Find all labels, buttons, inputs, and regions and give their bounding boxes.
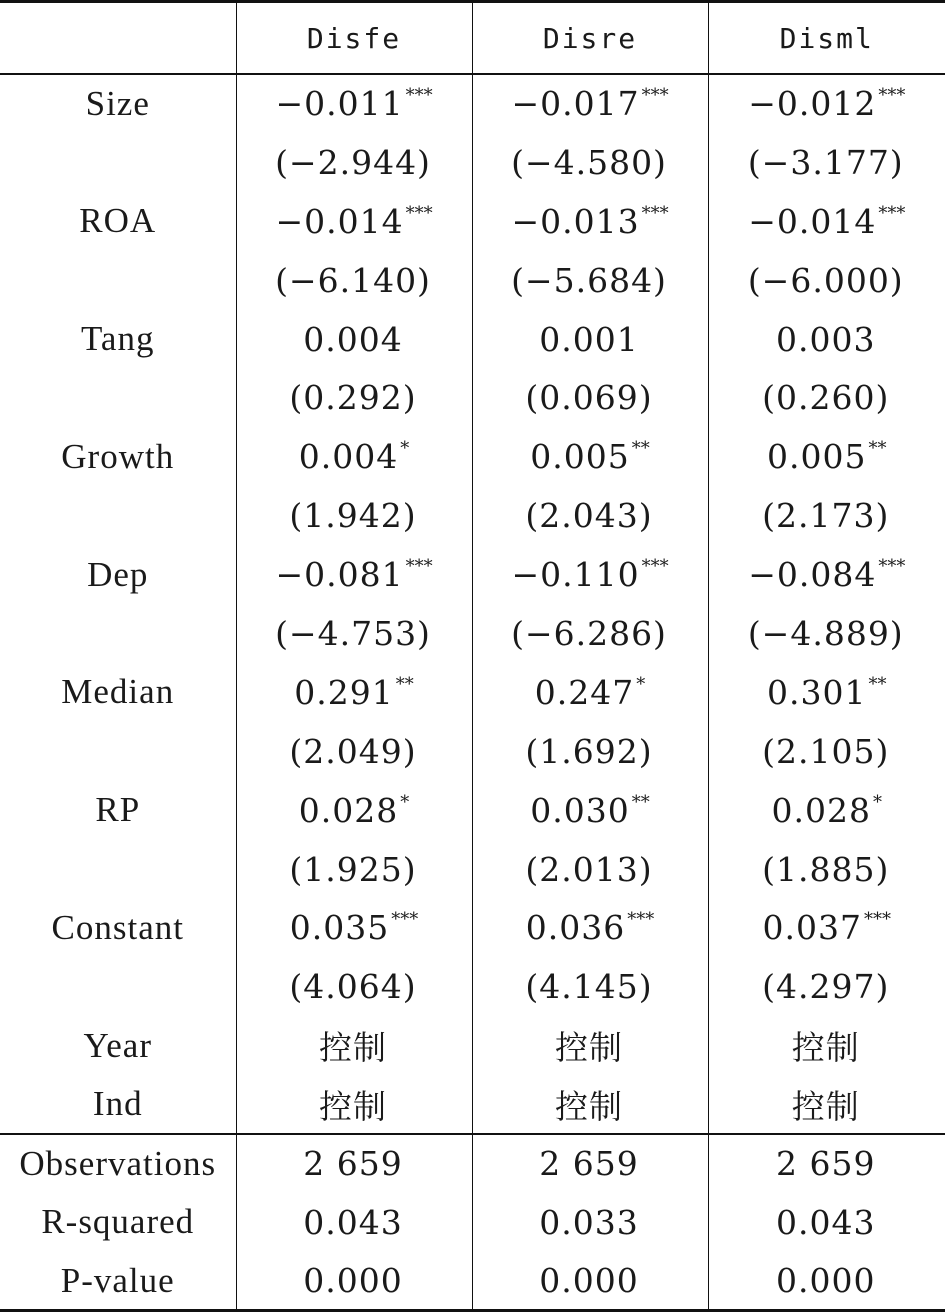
row-label	[0, 368, 236, 427]
cell-value: (−3.177)	[747, 142, 904, 182]
table-row	[0, 368, 945, 427]
cell-value: 控制	[791, 1086, 860, 1126]
value-cell	[236, 368, 472, 427]
cell-value: −0.012	[748, 84, 877, 124]
row-label	[0, 486, 236, 545]
value-cell	[236, 1252, 472, 1311]
significance-stars: ***	[641, 202, 669, 224]
cell-value: 控制	[319, 1086, 387, 1126]
cell-value: (2.049)	[289, 731, 417, 771]
table-row	[0, 1134, 945, 1193]
cell-value: 0.028	[771, 790, 871, 830]
value-cell	[236, 1134, 472, 1193]
value-cell	[472, 1134, 708, 1193]
table-row	[0, 957, 945, 1016]
value-cell	[236, 957, 472, 1016]
value-cell	[708, 368, 945, 427]
significance-stars: **	[868, 438, 887, 460]
value-cell	[236, 722, 472, 781]
header-row	[0, 2, 945, 75]
value-cell	[472, 604, 708, 663]
value-cell	[472, 1075, 708, 1134]
value-cell	[236, 74, 472, 133]
significance-stars: ***	[405, 85, 433, 107]
value-cell	[236, 545, 472, 604]
cell-value: (4.145)	[525, 967, 653, 1007]
table-row	[0, 898, 945, 957]
cell-value: −0.081	[275, 555, 404, 595]
cell-value: 0.036	[525, 908, 626, 948]
cell-value: −0.110	[511, 555, 640, 595]
table-row	[0, 1075, 945, 1134]
value-cell	[236, 310, 472, 369]
cell-value: 0.033	[539, 1202, 639, 1242]
value-cell	[472, 840, 708, 899]
cell-value: −0.013	[511, 201, 640, 241]
significance-stars: ***	[641, 556, 669, 578]
cell-value: 0.003	[776, 319, 876, 359]
significance-stars: *	[636, 673, 646, 695]
table-row	[0, 840, 945, 899]
cell-value: 控制	[319, 1028, 387, 1068]
cell-value: −0.014	[748, 201, 877, 241]
value-cell	[236, 1016, 472, 1075]
value-cell	[708, 898, 945, 957]
value-cell	[708, 722, 945, 781]
significance-stars: ***	[863, 909, 891, 931]
value-cell	[472, 310, 708, 369]
cell-value: 0.247	[534, 672, 635, 712]
value-cell	[236, 427, 472, 486]
value-cell	[708, 486, 945, 545]
row-label: Ind	[92, 1084, 143, 1124]
cell-value: (2.043)	[525, 496, 653, 536]
cell-value: 0.001	[539, 319, 639, 359]
row-label: Observations	[0, 1134, 236, 1193]
value-cell	[472, 545, 708, 604]
header-cell-disre: Disre	[472, 2, 708, 75]
value-cell	[708, 663, 945, 722]
row-label: Growth	[61, 436, 175, 476]
cell-value: 0.301	[767, 672, 867, 712]
significance-stars: *	[400, 438, 410, 460]
cell-value: 控制	[555, 1086, 623, 1126]
significance-stars: ***	[878, 202, 906, 224]
value-cell	[236, 192, 472, 251]
value-cell	[472, 781, 708, 840]
cell-value: 2 659	[303, 1144, 403, 1184]
cell-value: 0.005	[767, 437, 867, 477]
value-cell	[472, 251, 708, 310]
row-label: Constant	[51, 907, 184, 947]
cell-value: 0.030	[530, 790, 630, 830]
row-label: Dep	[87, 554, 149, 594]
value-cell	[708, 192, 945, 251]
significance-stars: **	[631, 438, 650, 460]
value-cell	[236, 604, 472, 663]
significance-stars: ***	[405, 556, 433, 578]
cell-value: 0.004	[303, 319, 403, 359]
value-cell	[236, 898, 472, 957]
value-cell	[472, 192, 708, 251]
significance-stars: **	[395, 673, 414, 695]
cell-value: (1.942)	[289, 496, 417, 536]
row-label	[0, 957, 236, 1016]
cell-value: (0.069)	[525, 378, 653, 418]
cell-value: (−4.580)	[511, 142, 667, 182]
cell-value: (4.064)	[289, 967, 417, 1007]
row-label: ROA	[79, 201, 157, 241]
value-cell	[708, 957, 945, 1016]
cell-value: −0.014	[275, 201, 404, 241]
cell-value: (−6.140)	[275, 260, 431, 300]
table-row	[0, 310, 945, 369]
table-row	[0, 1252, 945, 1311]
value-cell	[236, 133, 472, 192]
significance-stars: ***	[391, 909, 419, 931]
value-cell	[708, 604, 945, 663]
table-row	[0, 486, 945, 545]
value-cell	[708, 1193, 945, 1252]
significance-stars: **	[631, 791, 650, 813]
table-row	[0, 1016, 945, 1075]
value-cell	[236, 840, 472, 899]
value-cell	[472, 898, 708, 957]
row-label: Year	[83, 1025, 152, 1065]
cell-value: (1.925)	[289, 849, 417, 889]
value-cell	[472, 486, 708, 545]
value-cell	[472, 1252, 708, 1311]
cell-value: 0.028	[298, 790, 399, 830]
cell-value: 2 659	[539, 1144, 639, 1184]
value-cell	[236, 1193, 472, 1252]
value-cell	[472, 663, 708, 722]
value-cell	[708, 1016, 945, 1075]
significance-stars: ***	[641, 85, 669, 107]
value-cell	[236, 1075, 472, 1134]
value-cell	[708, 545, 945, 604]
value-cell	[708, 74, 945, 133]
cell-value: (4.297)	[762, 967, 890, 1007]
cell-value: (−4.753)	[275, 613, 431, 653]
cell-value: (0.260)	[762, 378, 890, 418]
table-row	[0, 1193, 945, 1252]
row-label: Size	[85, 83, 150, 123]
cell-value: (2.105)	[762, 731, 890, 771]
significance-stars: ***	[878, 556, 906, 578]
table-row	[0, 663, 945, 722]
table-row	[0, 604, 945, 663]
value-cell	[472, 1193, 708, 1252]
row-label: R-squared	[41, 1202, 195, 1242]
cell-value: 2 659	[776, 1144, 876, 1184]
cell-value: 0.000	[303, 1261, 403, 1300]
value-cell	[472, 74, 708, 133]
row-label: RP	[95, 790, 141, 830]
cell-value: 0.000	[776, 1261, 876, 1300]
value-cell	[708, 1134, 945, 1193]
value-cell	[708, 133, 945, 192]
cell-value: (1.885)	[762, 849, 890, 889]
table-row	[0, 545, 945, 604]
significance-stars: ***	[878, 85, 906, 107]
cell-value: (−6.286)	[511, 613, 667, 653]
header-cell-disml: Disml	[708, 2, 945, 75]
value-cell	[708, 1075, 945, 1134]
cell-value: (−6.000)	[747, 260, 904, 300]
significance-stars: **	[868, 673, 887, 695]
table-row	[0, 192, 945, 251]
value-cell	[708, 781, 945, 840]
row-label	[0, 604, 236, 663]
significance-stars: ***	[627, 909, 655, 931]
cell-value: −0.011	[275, 84, 404, 124]
row-label	[0, 133, 236, 192]
table-row	[0, 427, 945, 486]
value-cell	[472, 722, 708, 781]
value-cell	[708, 251, 945, 310]
cell-value: 控制	[791, 1028, 860, 1068]
header-cell-blank	[0, 2, 236, 75]
significance-stars: ***	[405, 202, 433, 224]
cell-value: (1.692)	[525, 731, 653, 771]
row-label	[0, 251, 236, 310]
table-row	[0, 251, 945, 310]
table-row	[0, 133, 945, 192]
row-label	[0, 722, 236, 781]
value-cell	[236, 663, 472, 722]
value-cell	[236, 781, 472, 840]
header-cell-disfe: Disfe	[236, 2, 472, 75]
value-cell	[472, 133, 708, 192]
cell-value: (0.292)	[289, 378, 417, 418]
value-cell	[236, 486, 472, 545]
row-label: Tang	[81, 319, 155, 358]
cell-value: 0.043	[776, 1202, 876, 1242]
cell-value: 0.291	[294, 672, 394, 712]
value-cell	[708, 1252, 945, 1311]
cell-value: (−5.684)	[511, 260, 667, 300]
cell-value: (−2.944)	[275, 142, 431, 182]
value-cell	[708, 310, 945, 369]
value-cell	[708, 427, 945, 486]
cell-value: (2.013)	[525, 849, 653, 889]
table-body	[0, 74, 945, 1311]
significance-stars: *	[400, 791, 410, 813]
value-cell	[472, 1016, 708, 1075]
cell-value: 0.037	[762, 908, 862, 948]
cell-value: (2.173)	[762, 496, 890, 536]
row-label: P-value	[0, 1252, 236, 1311]
cell-value: −0.017	[511, 84, 640, 124]
value-cell	[472, 427, 708, 486]
cell-value: −0.084	[748, 555, 877, 595]
table-row	[0, 781, 945, 840]
value-cell	[472, 957, 708, 1016]
table-row	[0, 722, 945, 781]
cell-value: (−4.889)	[747, 613, 904, 653]
row-label: Median	[61, 672, 175, 712]
row-label	[0, 840, 236, 899]
cell-value: 0.035	[289, 908, 390, 948]
cell-value: 0.043	[303, 1202, 403, 1242]
cell-value: 0.004	[298, 437, 399, 477]
cell-value: 0.000	[539, 1261, 639, 1300]
value-cell	[236, 251, 472, 310]
table-row	[0, 74, 945, 133]
value-cell	[472, 368, 708, 427]
cell-value: 0.005	[530, 437, 630, 477]
significance-stars: *	[872, 791, 882, 813]
value-cell	[708, 840, 945, 899]
cell-value: 控制	[555, 1028, 623, 1068]
